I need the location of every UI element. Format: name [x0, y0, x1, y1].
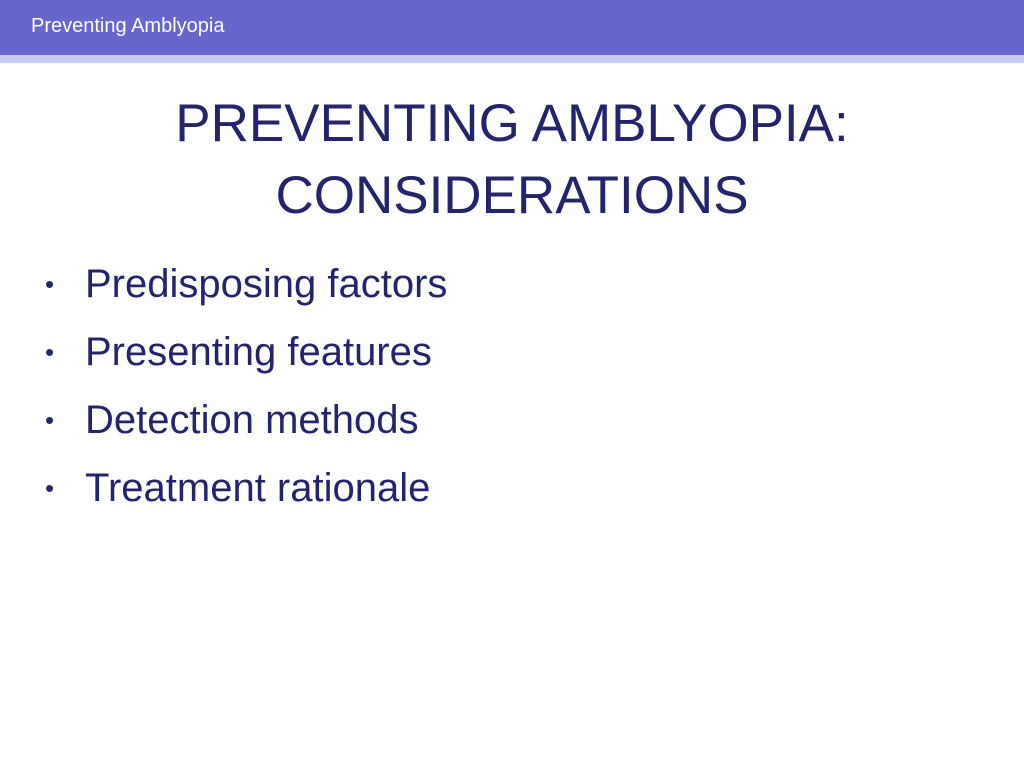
bullet-list	[0, 256, 1024, 528]
slide-title	[0, 88, 1024, 232]
bullet-text: Predisposing factors	[85, 262, 448, 306]
header-title: Preventing Amblyopia	[31, 15, 225, 37]
bullet-text: Detection methods	[85, 398, 419, 442]
bullet-icon: •	[45, 269, 55, 299]
bullet-icon: •	[45, 405, 55, 435]
bullet-text: Presenting features	[85, 330, 432, 374]
bullet-item	[0, 256, 1024, 324]
header-divider	[0, 55, 1024, 63]
slide-title-line-2: CONSIDERATIONS	[275, 166, 749, 225]
bullet-text: Treatment rationale	[85, 466, 431, 510]
slide-title-line-1: PREVENTING AMBLYOPIA:	[175, 94, 849, 153]
bullet-icon: •	[45, 337, 55, 367]
bullet-item	[0, 324, 1024, 392]
bullet-item	[0, 392, 1024, 460]
bullet-item	[0, 460, 1024, 528]
header-bar	[0, 0, 1024, 55]
bullet-icon: •	[45, 473, 55, 503]
